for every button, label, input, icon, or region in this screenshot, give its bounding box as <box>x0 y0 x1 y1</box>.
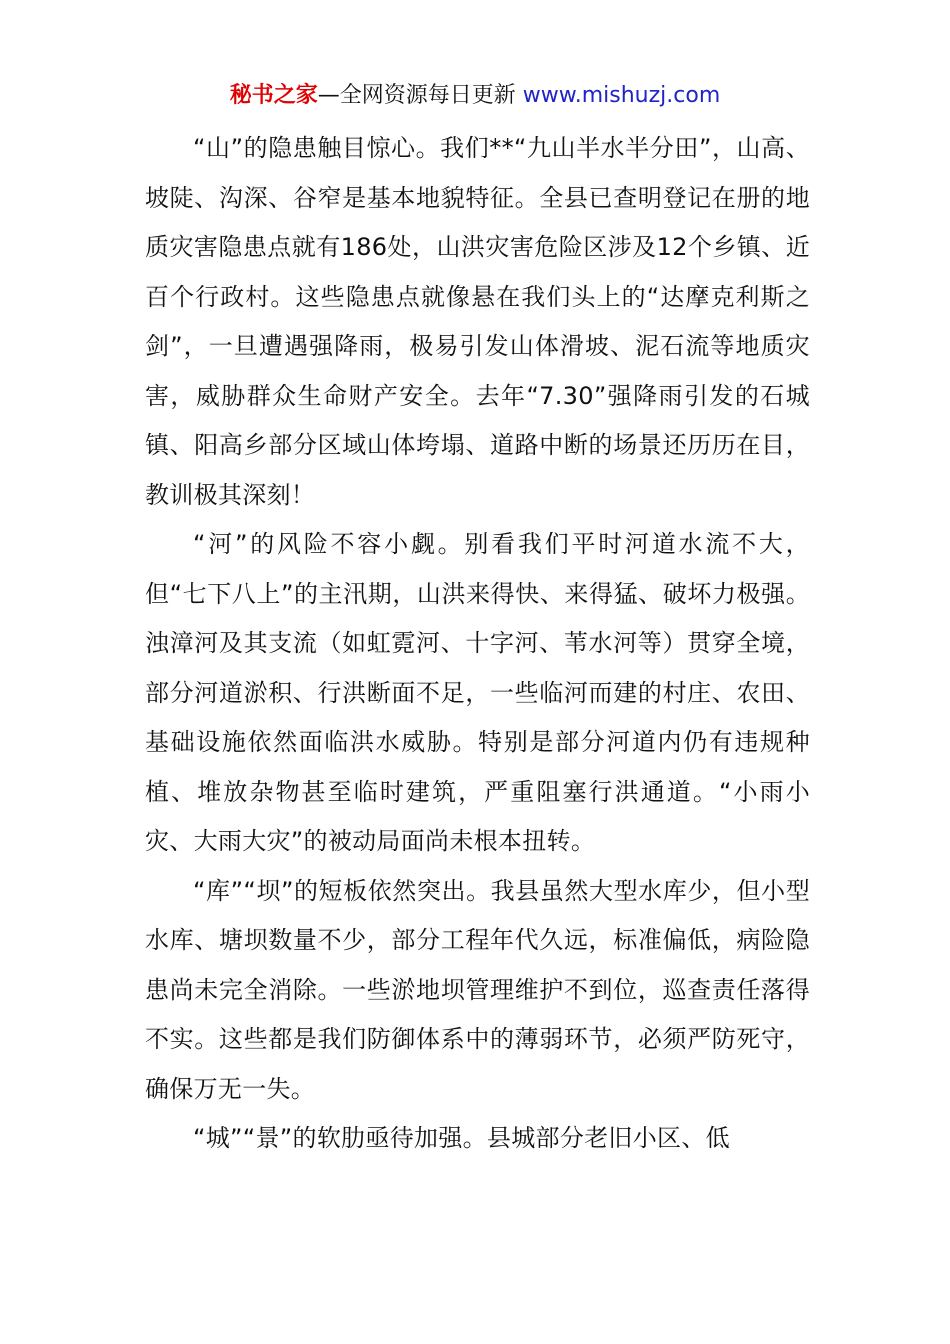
paragraph-reservoir-dam: “库”“坝”的短板依然突出。我县虽然大型水库少，但小型水库、塘坝数量不少，部分工程年代久远，标准偏低，病险隐患尚未完全消除。一些淤地坝管理维护不到位，巡查责任落得不实。这些都是我们防御体系中的薄弱环节，必须严防死守，确保万无一失。 <box>145 876 810 1103</box>
paragraph-river: “河”的风险不容小觑。别看我们平时河道水流不大，但“七下八上”的主汛期，山洪来得快、来得猛、破坏力极强。浊漳河及其支流（如虹霓河、十字河、苇水河等）贯穿全境，部分河道淤积、行洪断面不足，一些临河而建的村庄、农田、基础设施依然面临洪水威胁。特别是部分河道内仍有违规种植、堆放杂物甚至临时建筑，严重阻塞行洪通道。“小雨小灾、大雨大灾”的被动局面尚未根本扭转。 <box>145 530 810 855</box>
header-tagline: —全网资源每日更新 <box>317 83 523 108</box>
document-body <box>145 124 810 1164</box>
brand-name: 秘书之家 <box>229 83 318 108</box>
paragraph-city-scenic: “城”“景”的软肋亟待加强。县城部分老旧小区、低 <box>193 1124 730 1152</box>
site-header <box>0 80 950 112</box>
paragraph-mountain: “山”的隐患触目惊心。我们**“九山半水半分田”，山高、坡陡、沟深、谷窄是基本地貌特征。全县已查明登记在册的地质灾害隐患点就有186处，山洪灾害危险区涉及12个乡镇、近百个行政村。这些隐患点就像悬在我们头上的“达摩克利斯之剑”，一旦遭遇强降雨，极易引发山体滑坡、泥石流等地质灾害，威胁群众生命财产安全。去年“7.30”强降雨引发的石城镇、阳高乡部分区域山体垮塌、道路中断的场景还历历在目，教训极其深刻！ <box>145 134 810 509</box>
site-url-link[interactable]: www.mishuzj.com <box>522 83 721 108</box>
